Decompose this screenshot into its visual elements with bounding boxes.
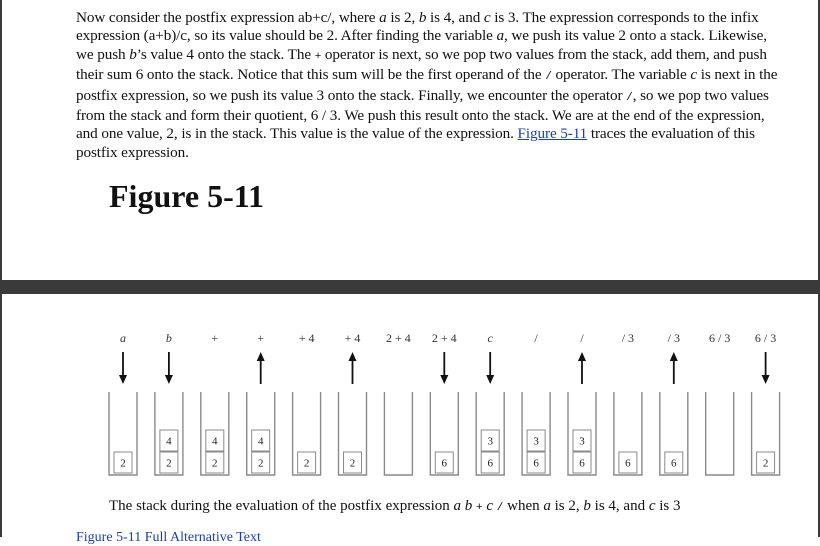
step-label: / 3 — [667, 331, 680, 345]
step-label: / — [534, 331, 538, 345]
pop-arrowhead — [349, 352, 357, 361]
pop-arrowhead — [257, 352, 265, 361]
page-separator — [0, 280, 820, 294]
stack-value: 4 — [257, 435, 264, 448]
stack-value: 4 — [166, 435, 172, 448]
stack-value: 6 — [579, 457, 585, 470]
stack-value: 3 — [579, 435, 585, 448]
pop-arrowhead — [670, 352, 678, 361]
document-page-bottom — [0, 294, 820, 545]
step-label: + 4 — [344, 331, 361, 345]
stack-value: 3 — [487, 435, 493, 448]
stack-value: 2 — [166, 457, 172, 470]
stack-value: 6 — [487, 457, 493, 470]
stack-value: 2 — [120, 457, 126, 470]
step-label: 2 + 4 — [431, 331, 457, 345]
step-label: b — [165, 331, 172, 345]
stack-value: 6 — [441, 457, 448, 470]
figure-caption: The stack during the evaluation of the postfix expression a b + c / when a is 2, b is 4, and c is 3 — [109, 498, 681, 514]
stack-value: 6 — [625, 457, 631, 470]
step-label: c — [487, 331, 493, 345]
push-arrowhead — [165, 375, 173, 384]
stack-value: 2 — [212, 457, 218, 470]
pop-arrowhead — [578, 352, 586, 361]
step-label: 2 + 4 — [386, 331, 411, 345]
stack-value: 3 — [533, 435, 539, 448]
push-arrowhead — [440, 375, 448, 384]
push-arrowhead — [119, 375, 127, 384]
stack-evaluation-diagram — [2, 294, 818, 494]
step-label: + 4 — [298, 331, 315, 345]
step-label: a — [120, 331, 126, 345]
step-label: 6 / 3 — [709, 331, 731, 345]
push-arrowhead — [762, 375, 770, 384]
figure-link[interactable]: Figure 5-11 — [517, 125, 588, 143]
stack-value: 6 — [533, 457, 539, 470]
stack-container — [384, 392, 412, 475]
body-paragraph: Now consider the postfix expression ab+c/, where a is 2, b is 4, and c is 3. The expression corresponds to the infix expression (a+b)/c, so its value should be 2. After finding the variable a, we push its value 2 onto a stack. Likewise, we push b’s value 4 onto the stack. The + operator is next, so we pop two values from the stack, add them, and push their sum 6 onto the stack. Notice that this sum will be the first operand of the / operator. The variable c is next in the postfix expression, so we push its value 3 onto the stack. Finally, we encounter the operator /, so we pop two values from the stack and form their quotient, 6 / 3. We push this result onto the stack. We are at the end of the expression, and one value, 2, is in the stack. This value is the value of the expression. Figure 5-11 traces the evaluation of this postfix expression. — [76, 9, 778, 161]
stack-container — [706, 392, 734, 475]
stack-value: 2 — [349, 457, 356, 470]
figure-heading: Figure 5-11 — [109, 178, 264, 214]
push-arrowhead — [486, 375, 494, 384]
stack-value: 2 — [762, 457, 769, 470]
stack-value: 2 — [303, 457, 310, 470]
step-label: / 3 — [621, 331, 635, 345]
step-label: + — [257, 331, 265, 345]
stack-value: 2 — [257, 457, 264, 470]
full-alt-text-link[interactable]: Figure 5-11 Full Alternative Text — [76, 530, 261, 545]
stack-value: 6 — [671, 457, 677, 470]
step-label: 6 / 3 — [754, 331, 777, 345]
step-label: + — [211, 331, 219, 345]
stack-value: 4 — [212, 435, 218, 448]
step-label: / — [580, 331, 584, 345]
